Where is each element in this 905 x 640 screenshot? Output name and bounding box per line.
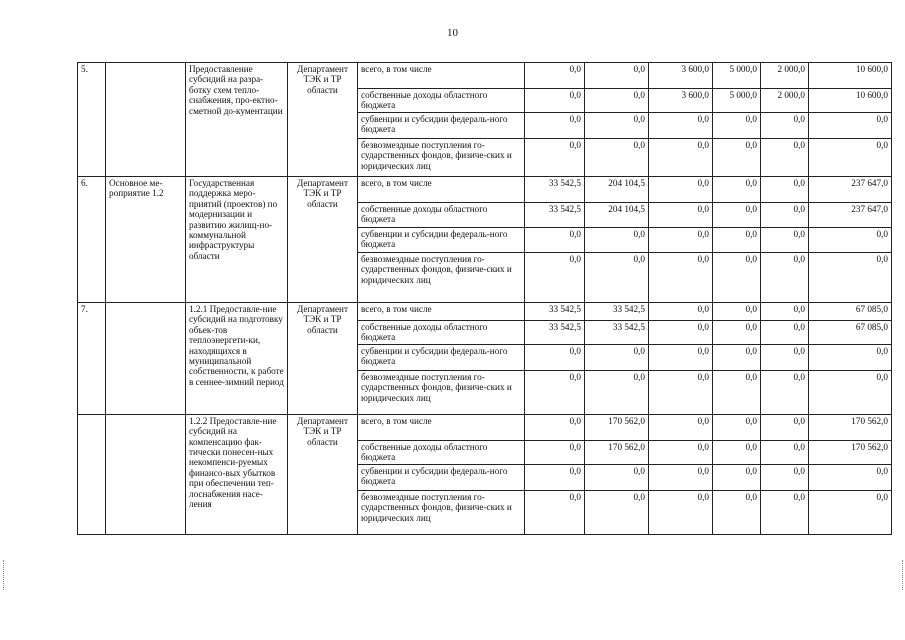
total-value: 237 647,0: [809, 177, 892, 203]
row-number: 5.: [78, 63, 106, 177]
year-value: 0,0: [713, 139, 761, 177]
year-value: 0,0: [761, 203, 809, 228]
funding-source: субвенции и субсидии федераль-ного бюджета: [358, 464, 525, 490]
year-value: 0,0: [713, 177, 761, 203]
year-value: 5 000,0: [713, 63, 761, 89]
year-value: 0,0: [761, 344, 809, 370]
year-value: 33 542,5: [585, 321, 649, 345]
year-value: 0,0: [761, 303, 809, 321]
year-value: 0,0: [713, 490, 761, 534]
funding-source: собственные доходы областного бюджета: [358, 321, 525, 345]
year-value: 0,0: [713, 203, 761, 228]
year-value: 0,0: [525, 464, 585, 490]
total-value: 0,0: [809, 370, 892, 414]
total-value: 0,0: [809, 490, 892, 534]
year-value: 0,0: [649, 253, 713, 303]
year-value: 0,0: [649, 139, 713, 177]
year-value: 0,0: [713, 228, 761, 253]
table-row: [78, 303, 892, 321]
year-value: 0,0: [649, 490, 713, 534]
executor: Департамент ТЭК и ТР области: [288, 414, 358, 534]
year-value: 0,0: [761, 139, 809, 177]
executor: Департамент ТЭК и ТР области: [288, 177, 358, 303]
row-number: 7.: [78, 303, 106, 415]
total-value: 237 647,0: [809, 203, 892, 228]
funding-source: всего, в том числе: [358, 63, 525, 89]
year-value: 0,0: [761, 177, 809, 203]
year-value: 0,0: [649, 303, 713, 321]
year-value: 0,0: [585, 253, 649, 303]
year-value: 0,0: [585, 370, 649, 414]
program-status: [106, 303, 186, 415]
year-value: 0,0: [713, 370, 761, 414]
year-value: 3 600,0: [649, 89, 713, 113]
year-value: 0,0: [525, 440, 585, 464]
year-value: 33 542,5: [525, 321, 585, 345]
year-value: 0,0: [649, 113, 713, 139]
total-value: 0,0: [809, 113, 892, 139]
year-value: 0,0: [761, 321, 809, 345]
program-status: [106, 414, 186, 534]
year-value: 0,0: [585, 139, 649, 177]
table-row: [78, 177, 892, 203]
page-number: 10: [447, 27, 458, 39]
program-status: [106, 63, 186, 177]
year-value: 0,0: [713, 414, 761, 440]
year-value: 0,0: [761, 113, 809, 139]
year-value: 0,0: [525, 490, 585, 534]
year-value: 0,0: [649, 177, 713, 203]
year-value: 0,0: [713, 253, 761, 303]
year-value: 0,0: [525, 63, 585, 89]
funding-source: безвозмездные поступления го-сударственных фондов, физиче-ских и юридических лиц: [358, 253, 525, 303]
year-value: 2 000,0: [761, 63, 809, 89]
year-value: 0,0: [649, 228, 713, 253]
funding-source: всего, в том числе: [358, 177, 525, 203]
funding-source: собственные доходы областного бюджета: [358, 440, 525, 464]
scan-edge-mark: [899, 560, 903, 590]
funding-source: всего, в том числе: [358, 303, 525, 321]
executor: Департамент ТЭК и ТР области: [288, 63, 358, 177]
year-value: 33 542,5: [525, 203, 585, 228]
funding-source: собственные доходы областного бюджета: [358, 89, 525, 113]
funding-source: субвенции и субсидии федераль-ного бюджета: [358, 228, 525, 253]
year-value: 170 562,0: [585, 414, 649, 440]
year-value: 0,0: [525, 89, 585, 113]
year-value: 0,0: [649, 344, 713, 370]
year-value: 0,0: [713, 440, 761, 464]
table-row: [78, 414, 892, 440]
year-value: 0,0: [713, 321, 761, 345]
year-value: 0,0: [649, 370, 713, 414]
year-value: 0,0: [525, 228, 585, 253]
total-value: 170 562,0: [809, 440, 892, 464]
year-value: 3 600,0: [649, 63, 713, 89]
year-value: 0,0: [585, 344, 649, 370]
year-value: 0,0: [585, 228, 649, 253]
year-value: 0,0: [713, 113, 761, 139]
total-value: 0,0: [809, 139, 892, 177]
year-value: 204 104,5: [585, 203, 649, 228]
measure-name: 1.2.1 Предоставле-ние субсидий на подготовку объек-тов теплоэнергети-ки, находящихся в муниципальной собственности, к работе в сеннее-зимний период: [186, 303, 288, 415]
total-value: 0,0: [809, 464, 892, 490]
measure-name: 1.2.2 Предоставле-ние субсидий на компенсацию фак-тически понесен-ных некомпенси-руемых финансо-вых убытков при обеспечении теп-лоснабжения насе-ления: [186, 414, 288, 534]
year-value: 0,0: [585, 113, 649, 139]
total-value: 10 600,0: [809, 63, 892, 89]
year-value: 33 542,5: [525, 177, 585, 203]
year-value: 0,0: [525, 344, 585, 370]
scan-edge-mark: [3, 560, 7, 590]
funding-source: субвенции и субсидии федераль-ного бюджета: [358, 113, 525, 139]
year-value: 0,0: [649, 414, 713, 440]
program-status: Основное ме-роприятие 1.2: [106, 177, 186, 303]
year-value: 204 104,5: [585, 177, 649, 203]
year-value: 0,0: [649, 203, 713, 228]
funding-source: всего, в том числе: [358, 414, 525, 440]
year-value: 5 000,0: [713, 89, 761, 113]
table-row: [78, 63, 892, 89]
measure-name: Предоставление субсидий на разра-ботку схем тепло-снабжения, про-ектно-сметной до-кументации: [186, 63, 288, 177]
funding-source: собственные доходы областного бюджета: [358, 203, 525, 228]
year-value: 0,0: [525, 253, 585, 303]
year-value: 33 542,5: [525, 303, 585, 321]
year-value: 0,0: [761, 490, 809, 534]
year-value: 0,0: [525, 113, 585, 139]
year-value: 0,0: [761, 414, 809, 440]
year-value: 0,0: [761, 370, 809, 414]
year-value: 0,0: [585, 63, 649, 89]
year-value: 2 000,0: [761, 89, 809, 113]
year-value: 0,0: [761, 440, 809, 464]
funding-source: безвозмездные поступления го-сударственных фондов, физиче-ских и юридических лиц: [358, 490, 525, 534]
year-value: 0,0: [713, 344, 761, 370]
funding-source: безвозмездные поступления го-сударственных фондов, физиче-ских и юридических лиц: [358, 370, 525, 414]
total-value: 170 562,0: [809, 414, 892, 440]
executor: Департамент ТЭК и ТР области: [288, 303, 358, 415]
year-value: 0,0: [713, 303, 761, 321]
year-value: 0,0: [761, 228, 809, 253]
funding-source: субвенции и субсидии федераль-ного бюджета: [358, 344, 525, 370]
total-value: 0,0: [809, 253, 892, 303]
year-value: 0,0: [585, 490, 649, 534]
total-value: 67 085,0: [809, 321, 892, 345]
total-value: 67 085,0: [809, 303, 892, 321]
year-value: 0,0: [525, 370, 585, 414]
row-number: [78, 414, 106, 534]
year-value: 0,0: [525, 414, 585, 440]
total-value: 0,0: [809, 344, 892, 370]
year-value: 0,0: [585, 464, 649, 490]
funding-source: безвозмездные поступления го-сударственных фондов, физиче-ских и юридических лиц: [358, 139, 525, 177]
year-value: 0,0: [761, 253, 809, 303]
measure-name: Государственная поддержка меро-приятий (проектов) по модернизации и развитию жилищ-но-коммунальной инфраструктуры области: [186, 177, 288, 303]
year-value: 0,0: [649, 321, 713, 345]
year-value: 0,0: [585, 89, 649, 113]
year-value: 0,0: [525, 139, 585, 177]
year-value: 33 542,5: [585, 303, 649, 321]
year-value: 0,0: [761, 464, 809, 490]
total-value: 0,0: [809, 228, 892, 253]
year-value: 170 562,0: [585, 440, 649, 464]
year-value: 0,0: [649, 464, 713, 490]
budget-table: [77, 62, 892, 535]
total-value: 10 600,0: [809, 89, 892, 113]
budget-table-body: [78, 63, 892, 535]
year-value: 0,0: [649, 440, 713, 464]
row-number: 6.: [78, 177, 106, 303]
year-value: 0,0: [713, 464, 761, 490]
